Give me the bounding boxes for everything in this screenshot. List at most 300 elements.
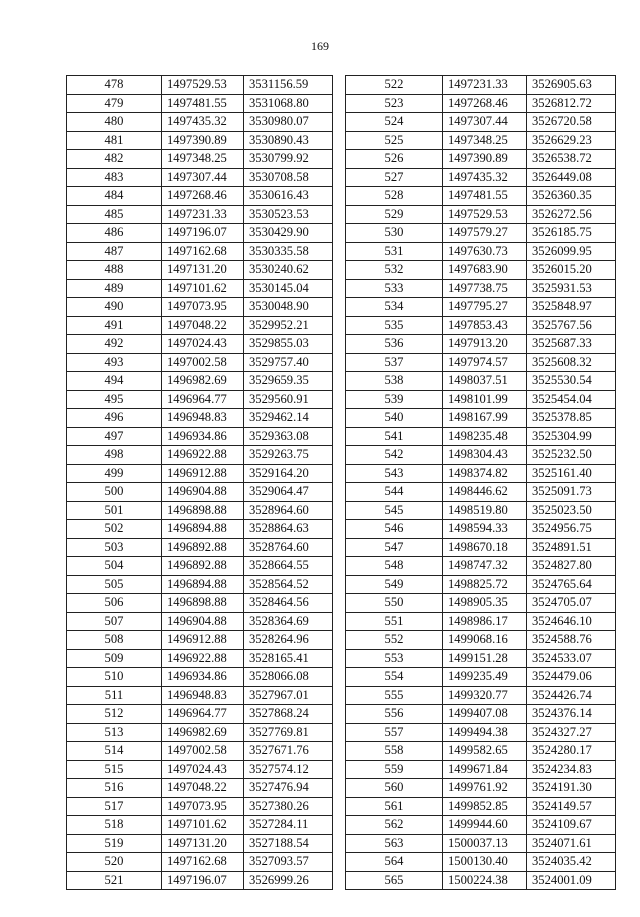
table-row (67, 150, 333, 169)
y-coordinate-cell: 3525767.56 (527, 316, 616, 335)
y-coordinate-cell: 3526629.23 (527, 131, 616, 150)
table-row (67, 705, 333, 724)
y-coordinate-cell: 3531068.80 (244, 94, 333, 113)
x-coordinate-cell: 1498374.82 (443, 464, 527, 483)
x-coordinate-cell: 1496898.88 (162, 501, 244, 520)
table-row (67, 409, 333, 428)
table-row (67, 390, 333, 409)
table-row (67, 205, 333, 224)
x-coordinate-cell: 1496934.86 (162, 668, 244, 687)
table-row (346, 409, 616, 428)
point-number-cell: 551 (346, 612, 443, 631)
point-number-cell: 541 (346, 427, 443, 446)
y-coordinate-cell: 3524280.17 (527, 742, 616, 761)
x-coordinate-cell: 1496894.88 (162, 520, 244, 539)
x-coordinate-cell: 1497683.90 (443, 261, 527, 280)
y-coordinate-cell: 3525232.50 (527, 446, 616, 465)
point-number-cell: 546 (346, 520, 443, 539)
point-number-cell: 518 (67, 816, 162, 835)
y-coordinate-cell: 3524191.30 (527, 779, 616, 798)
table-row (67, 779, 333, 798)
x-coordinate-cell: 1498519.80 (443, 501, 527, 520)
y-coordinate-cell: 3529462.14 (244, 409, 333, 428)
point-number-cell: 496 (67, 409, 162, 428)
point-number-cell: 565 (346, 871, 443, 890)
table-row (346, 575, 616, 594)
point-number-cell: 478 (67, 76, 162, 95)
table-row (67, 94, 333, 113)
table-row (346, 150, 616, 169)
table-row (346, 390, 616, 409)
point-number-cell: 489 (67, 279, 162, 298)
point-number-cell: 516 (67, 779, 162, 798)
x-coordinate-cell: 1500224.38 (443, 871, 527, 890)
x-coordinate-cell: 1498167.99 (443, 409, 527, 428)
y-coordinate-cell: 3525608.32 (527, 353, 616, 372)
point-number-cell: 544 (346, 483, 443, 502)
point-number-cell: 531 (346, 242, 443, 261)
y-coordinate-cell: 3528964.60 (244, 501, 333, 520)
point-number-cell: 514 (67, 742, 162, 761)
table-row (67, 816, 333, 835)
x-coordinate-cell: 1498037.51 (443, 372, 527, 391)
x-coordinate-cell: 1499494.38 (443, 723, 527, 742)
y-coordinate-cell: 3525161.40 (527, 464, 616, 483)
y-coordinate-cell: 3528664.55 (244, 557, 333, 576)
point-number-cell: 483 (67, 168, 162, 187)
x-coordinate-cell: 1499671.84 (443, 760, 527, 779)
y-coordinate-cell: 3525304.99 (527, 427, 616, 446)
table-row (346, 742, 616, 761)
point-number-cell: 493 (67, 353, 162, 372)
coordinates-table-left (66, 75, 333, 890)
x-coordinate-cell: 1496964.77 (162, 705, 244, 724)
x-coordinate-cell: 1496894.88 (162, 575, 244, 594)
y-coordinate-cell: 3527574.12 (244, 760, 333, 779)
point-number-cell: 515 (67, 760, 162, 779)
table-row (346, 372, 616, 391)
y-coordinate-cell: 3529757.40 (244, 353, 333, 372)
point-number-cell: 491 (67, 316, 162, 335)
table-row (346, 353, 616, 372)
point-number-cell: 520 (67, 853, 162, 872)
table-row (67, 612, 333, 631)
table-row (346, 168, 616, 187)
x-coordinate-cell: 1496934.86 (162, 427, 244, 446)
point-number-cell: 492 (67, 335, 162, 354)
point-number-cell: 549 (346, 575, 443, 594)
y-coordinate-cell: 3529263.75 (244, 446, 333, 465)
point-number-cell: 482 (67, 150, 162, 169)
y-coordinate-cell: 3529064.47 (244, 483, 333, 502)
y-coordinate-cell: 3529952.21 (244, 316, 333, 335)
point-number-cell: 502 (67, 520, 162, 539)
point-number-cell: 485 (67, 205, 162, 224)
table-row (67, 279, 333, 298)
point-number-cell: 525 (346, 131, 443, 150)
y-coordinate-cell: 3526185.75 (527, 224, 616, 243)
table-row (346, 501, 616, 520)
x-coordinate-cell: 1497101.62 (162, 279, 244, 298)
x-coordinate-cell: 1497024.43 (162, 335, 244, 354)
y-coordinate-cell: 3525091.73 (527, 483, 616, 502)
y-coordinate-cell: 3525687.33 (527, 335, 616, 354)
table-row (67, 668, 333, 687)
table-row (346, 594, 616, 613)
y-coordinate-cell: 3530890.43 (244, 131, 333, 150)
table-row (346, 205, 616, 224)
point-number-cell: 509 (67, 649, 162, 668)
point-number-cell: 562 (346, 816, 443, 835)
x-coordinate-cell: 1496982.69 (162, 723, 244, 742)
x-coordinate-cell: 1496904.88 (162, 483, 244, 502)
x-coordinate-cell: 1497529.53 (162, 76, 244, 95)
x-coordinate-cell: 1496892.88 (162, 557, 244, 576)
point-number-cell: 512 (67, 705, 162, 724)
y-coordinate-cell: 3530145.04 (244, 279, 333, 298)
x-coordinate-cell: 1498235.48 (443, 427, 527, 446)
x-coordinate-cell: 1496982.69 (162, 372, 244, 391)
point-number-cell: 503 (67, 538, 162, 557)
point-number-cell: 553 (346, 649, 443, 668)
x-coordinate-cell: 1497131.20 (162, 261, 244, 280)
point-number-cell: 535 (346, 316, 443, 335)
x-coordinate-cell: 1498747.32 (443, 557, 527, 576)
point-number-cell: 523 (346, 94, 443, 113)
x-coordinate-cell: 1500130.40 (443, 853, 527, 872)
table-row (67, 316, 333, 335)
table-row (346, 76, 616, 95)
y-coordinate-cell: 3524533.07 (527, 649, 616, 668)
y-coordinate-cell: 3528066.08 (244, 668, 333, 687)
point-number-cell: 508 (67, 631, 162, 650)
x-coordinate-cell: 1499761.92 (443, 779, 527, 798)
point-number-cell: 524 (346, 113, 443, 132)
y-coordinate-cell: 3524149.57 (527, 797, 616, 816)
y-coordinate-cell: 3524479.06 (527, 668, 616, 687)
table-row (346, 187, 616, 206)
point-number-cell: 480 (67, 113, 162, 132)
table-row (346, 261, 616, 280)
table-row (346, 705, 616, 724)
x-coordinate-cell: 1498446.62 (443, 483, 527, 502)
x-coordinate-cell: 1497231.33 (443, 76, 527, 95)
y-coordinate-cell: 3528864.63 (244, 520, 333, 539)
point-number-cell: 494 (67, 372, 162, 391)
x-coordinate-cell: 1496922.88 (162, 446, 244, 465)
point-number-cell: 526 (346, 150, 443, 169)
y-coordinate-cell: 3524001.09 (527, 871, 616, 890)
table-row (346, 94, 616, 113)
x-coordinate-cell: 1499320.77 (443, 686, 527, 705)
x-coordinate-cell: 1497048.22 (162, 316, 244, 335)
y-coordinate-cell: 3526905.63 (527, 76, 616, 95)
x-coordinate-cell: 1497073.95 (162, 298, 244, 317)
table-row (346, 520, 616, 539)
table-row (346, 242, 616, 261)
x-coordinate-cell: 1497307.44 (162, 168, 244, 187)
x-coordinate-cell: 1497196.07 (162, 224, 244, 243)
x-coordinate-cell: 1500037.13 (443, 834, 527, 853)
x-coordinate-cell: 1496912.88 (162, 464, 244, 483)
x-coordinate-cell: 1497101.62 (162, 816, 244, 835)
y-coordinate-cell: 3527380.26 (244, 797, 333, 816)
x-coordinate-cell: 1497435.32 (162, 113, 244, 132)
x-coordinate-cell: 1499944.60 (443, 816, 527, 835)
point-number-cell: 481 (67, 131, 162, 150)
point-number-cell: 548 (346, 557, 443, 576)
table-row (67, 298, 333, 317)
table-row (67, 261, 333, 280)
x-coordinate-cell: 1498825.72 (443, 575, 527, 594)
x-coordinate-cell: 1499852.85 (443, 797, 527, 816)
y-coordinate-cell: 3528464.56 (244, 594, 333, 613)
x-coordinate-cell: 1497048.22 (162, 779, 244, 798)
x-coordinate-cell: 1497529.53 (443, 205, 527, 224)
y-coordinate-cell: 3524426.74 (527, 686, 616, 705)
table-row (346, 113, 616, 132)
point-number-cell: 559 (346, 760, 443, 779)
x-coordinate-cell: 1499235.49 (443, 668, 527, 687)
x-coordinate-cell: 1497348.25 (162, 150, 244, 169)
y-coordinate-cell: 3524588.76 (527, 631, 616, 650)
table-row (67, 853, 333, 872)
y-coordinate-cell: 3525454.04 (527, 390, 616, 409)
y-coordinate-cell: 3530708.58 (244, 168, 333, 187)
table-row (346, 298, 616, 317)
table-row (346, 797, 616, 816)
point-number-cell: 484 (67, 187, 162, 206)
table-row (346, 427, 616, 446)
y-coordinate-cell: 3526272.56 (527, 205, 616, 224)
table-row (67, 557, 333, 576)
y-coordinate-cell: 3524109.67 (527, 816, 616, 835)
table-row (346, 224, 616, 243)
table-row (346, 464, 616, 483)
point-number-cell: 563 (346, 834, 443, 853)
table-row (346, 853, 616, 872)
table-row (346, 779, 616, 798)
x-coordinate-cell: 1497481.55 (443, 187, 527, 206)
point-number-cell: 555 (346, 686, 443, 705)
y-coordinate-cell: 3527868.24 (244, 705, 333, 724)
x-coordinate-cell: 1499151.28 (443, 649, 527, 668)
point-number-cell: 487 (67, 242, 162, 261)
point-number-cell: 511 (67, 686, 162, 705)
table-row (346, 446, 616, 465)
y-coordinate-cell: 3525931.53 (527, 279, 616, 298)
x-coordinate-cell: 1498670.18 (443, 538, 527, 557)
x-coordinate-cell: 1497435.32 (443, 168, 527, 187)
point-number-cell: 532 (346, 261, 443, 280)
x-coordinate-cell: 1497268.46 (162, 187, 244, 206)
y-coordinate-cell: 3528764.60 (244, 538, 333, 557)
y-coordinate-cell: 3524327.27 (527, 723, 616, 742)
x-coordinate-cell: 1496948.83 (162, 686, 244, 705)
x-coordinate-cell: 1497131.20 (162, 834, 244, 853)
y-coordinate-cell: 3524071.61 (527, 834, 616, 853)
table-body-left (67, 76, 333, 890)
y-coordinate-cell: 3524376.14 (527, 705, 616, 724)
x-coordinate-cell: 1497002.58 (162, 742, 244, 761)
y-coordinate-cell: 3527093.57 (244, 853, 333, 872)
y-coordinate-cell: 3528264.96 (244, 631, 333, 650)
y-coordinate-cell: 3525023.50 (527, 501, 616, 520)
y-coordinate-cell: 3530980.07 (244, 113, 333, 132)
y-coordinate-cell: 3529363.08 (244, 427, 333, 446)
point-number-cell: 479 (67, 94, 162, 113)
table-row (346, 279, 616, 298)
x-coordinate-cell: 1496898.88 (162, 594, 244, 613)
y-coordinate-cell: 3524827.80 (527, 557, 616, 576)
table-row (346, 649, 616, 668)
x-coordinate-cell: 1499407.08 (443, 705, 527, 724)
page-number: 169 (311, 39, 329, 53)
table-row (346, 483, 616, 502)
table-row (67, 446, 333, 465)
y-coordinate-cell: 3526720.58 (527, 113, 616, 132)
point-number-cell: 557 (346, 723, 443, 742)
point-number-cell: 554 (346, 668, 443, 687)
point-number-cell: 497 (67, 427, 162, 446)
x-coordinate-cell: 1499068.16 (443, 631, 527, 650)
point-number-cell: 540 (346, 409, 443, 428)
x-coordinate-cell: 1497974.57 (443, 353, 527, 372)
table-row (346, 686, 616, 705)
point-number-cell: 506 (67, 594, 162, 613)
point-number-cell: 486 (67, 224, 162, 243)
y-coordinate-cell: 3526360.35 (527, 187, 616, 206)
x-coordinate-cell: 1497196.07 (162, 871, 244, 890)
table-row (346, 335, 616, 354)
point-number-cell: 545 (346, 501, 443, 520)
x-coordinate-cell: 1497231.33 (162, 205, 244, 224)
y-coordinate-cell: 3524891.51 (527, 538, 616, 557)
point-number-cell: 528 (346, 187, 443, 206)
point-number-cell: 558 (346, 742, 443, 761)
y-coordinate-cell: 3530240.62 (244, 261, 333, 280)
table-row (346, 131, 616, 150)
y-coordinate-cell: 3529164.20 (244, 464, 333, 483)
table-row (67, 168, 333, 187)
x-coordinate-cell: 1498101.99 (443, 390, 527, 409)
y-coordinate-cell: 3525378.85 (527, 409, 616, 428)
y-coordinate-cell: 3526999.26 (244, 871, 333, 890)
x-coordinate-cell: 1496964.77 (162, 390, 244, 409)
point-number-cell: 498 (67, 446, 162, 465)
table-row (67, 464, 333, 483)
point-number-cell: 537 (346, 353, 443, 372)
point-number-cell: 505 (67, 575, 162, 594)
table-row (67, 76, 333, 95)
y-coordinate-cell: 3524234.83 (527, 760, 616, 779)
x-coordinate-cell: 1498304.43 (443, 446, 527, 465)
x-coordinate-cell: 1497162.68 (162, 242, 244, 261)
table-row (67, 649, 333, 668)
y-coordinate-cell: 3530799.92 (244, 150, 333, 169)
x-coordinate-cell: 1497853.43 (443, 316, 527, 335)
point-number-cell: 513 (67, 723, 162, 742)
table-row (346, 760, 616, 779)
y-coordinate-cell: 3525848.97 (527, 298, 616, 317)
table-row (67, 723, 333, 742)
point-number-cell: 504 (67, 557, 162, 576)
table-row (346, 612, 616, 631)
table-body-right (346, 76, 616, 890)
point-number-cell: 550 (346, 594, 443, 613)
x-coordinate-cell: 1497024.43 (162, 760, 244, 779)
x-coordinate-cell: 1496912.88 (162, 631, 244, 650)
table-row (67, 834, 333, 853)
y-coordinate-cell: 3526812.72 (527, 94, 616, 113)
table-row (67, 871, 333, 890)
point-number-cell: 495 (67, 390, 162, 409)
x-coordinate-cell: 1497162.68 (162, 853, 244, 872)
y-coordinate-cell: 3525530.54 (527, 372, 616, 391)
x-coordinate-cell: 1497913.20 (443, 335, 527, 354)
table-row (67, 797, 333, 816)
table-row (67, 760, 333, 779)
y-coordinate-cell: 3527188.54 (244, 834, 333, 853)
x-coordinate-cell: 1497481.55 (162, 94, 244, 113)
y-coordinate-cell: 3528364.69 (244, 612, 333, 631)
y-coordinate-cell: 3524765.64 (527, 575, 616, 594)
y-coordinate-cell: 3528564.52 (244, 575, 333, 594)
point-number-cell: 552 (346, 631, 443, 650)
table-row (346, 816, 616, 835)
y-coordinate-cell: 3527671.76 (244, 742, 333, 761)
x-coordinate-cell: 1497002.58 (162, 353, 244, 372)
x-coordinate-cell: 1497579.27 (443, 224, 527, 243)
x-coordinate-cell: 1497390.89 (443, 150, 527, 169)
table-row (67, 575, 333, 594)
table-row (346, 316, 616, 335)
y-coordinate-cell: 3529855.03 (244, 335, 333, 354)
point-number-cell: 501 (67, 501, 162, 520)
y-coordinate-cell: 3524705.07 (527, 594, 616, 613)
point-number-cell: 500 (67, 483, 162, 502)
table-row (346, 538, 616, 557)
y-coordinate-cell: 3529560.91 (244, 390, 333, 409)
table-row (346, 557, 616, 576)
point-number-cell: 490 (67, 298, 162, 317)
x-coordinate-cell: 1497738.75 (443, 279, 527, 298)
table-row (67, 113, 333, 132)
x-coordinate-cell: 1498905.35 (443, 594, 527, 613)
table-row (67, 187, 333, 206)
table-row (67, 594, 333, 613)
x-coordinate-cell: 1496904.88 (162, 612, 244, 631)
y-coordinate-cell: 3527284.11 (244, 816, 333, 835)
x-coordinate-cell: 1497795.27 (443, 298, 527, 317)
x-coordinate-cell: 1499582.65 (443, 742, 527, 761)
x-coordinate-cell: 1497268.46 (443, 94, 527, 113)
y-coordinate-cell: 3530048.90 (244, 298, 333, 317)
point-number-cell: 561 (346, 797, 443, 816)
y-coordinate-cell: 3524035.42 (527, 853, 616, 872)
point-number-cell: 507 (67, 612, 162, 631)
table-row (346, 871, 616, 890)
table-row (67, 353, 333, 372)
x-coordinate-cell: 1496922.88 (162, 649, 244, 668)
point-number-cell: 522 (346, 76, 443, 95)
y-coordinate-cell: 3531156.59 (244, 76, 333, 95)
point-number-cell: 499 (67, 464, 162, 483)
point-number-cell: 556 (346, 705, 443, 724)
point-number-cell: 521 (67, 871, 162, 890)
x-coordinate-cell: 1496892.88 (162, 538, 244, 557)
y-coordinate-cell: 3526449.08 (527, 168, 616, 187)
